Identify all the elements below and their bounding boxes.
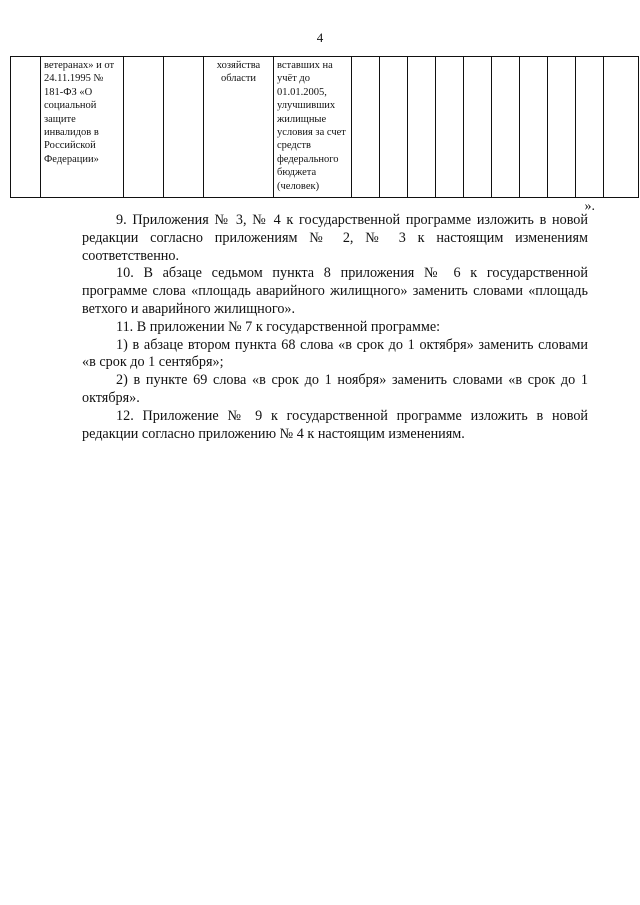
paragraph-11: 11. В приложении № 7 к государственной программе: [116,318,441,335]
table-cell [576,57,604,198]
table-cell [604,57,639,198]
closing-quote: ». [584,199,595,214]
table-cell [464,57,492,198]
page-number: 4 [316,30,324,45]
table-cell: ветеранах» и от 24.11.1995 № 181-ФЗ «О социальной защите инвалидов в Российской Федерации» [41,57,124,198]
table-cell [520,57,548,198]
paragraph-9: 9. Приложения № 3, № 4 к государственной программе изложить в новой редакции согласно приложениям № 2, № 3 к настоящим изменениям соответственно. [82,212,588,264]
table-cell [164,57,204,198]
table-cell [11,57,41,198]
body-text [82,212,588,443]
table-cell [408,57,436,198]
continuation-table [10,56,639,198]
paragraph-11-item-1: 1) в абзаце втором пункта 68 слова «в срок до 1 октября» заменить словами «в срок до 1 сентября»; [82,336,588,371]
table-cell [492,57,520,198]
table-cell: вставших на учёт до 01.01.2005, улучшивших жилищные условия за счет средств федерального бюджета (человек) [274,57,352,198]
table-cell [380,57,408,198]
paragraph-12: 12. Приложение № 9 к государственной программе изложить в новой редакции согласно приложению № 4 к настоящим изменениям. [82,407,588,442]
table-cell [436,57,464,198]
table-cell [124,57,164,198]
table-cell: хозяйства области [204,57,274,198]
paragraph-11-item-2: 2) в пункте 69 слова «в срок до 1 ноября» заменить словами «в срок до 1 октября». [82,372,588,406]
table-cell [352,57,380,198]
table-row [11,57,639,198]
table-cell [548,57,576,198]
paragraph-10: 10. В абзаце седьмом пункта 8 приложения № 6 к государственной программе слова «площадь аварийного жилищного» заменить словами «площадь ветхого и аварийного жилищного». [82,265,588,317]
